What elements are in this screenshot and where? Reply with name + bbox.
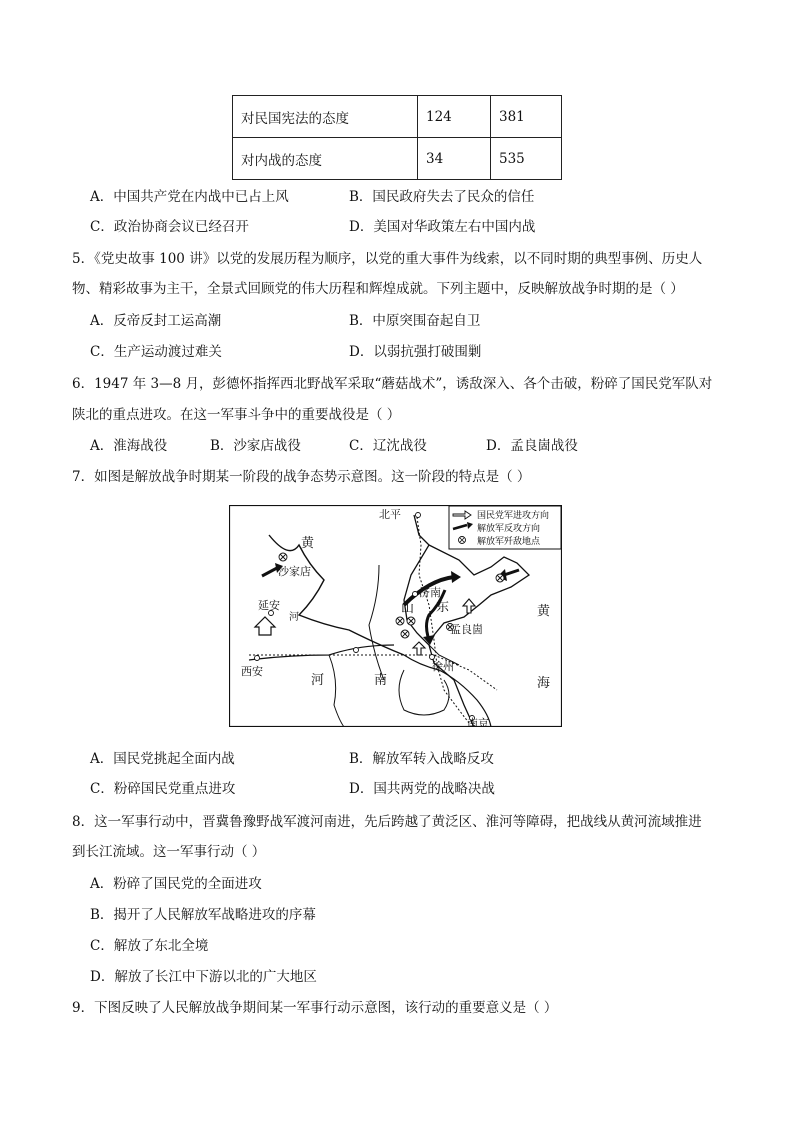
q6-option-d[interactable]: D．孟良崮战役	[486, 438, 578, 454]
q4-option-d[interactable]: D．美国对华政策左右中国内战	[349, 219, 536, 235]
region-label: 黄	[301, 536, 315, 551]
q8-stem-line1: 8．这一军事行动中，晋冀鲁豫野战军渡河南进，先后跨越了黄泛区、淮河等障碍，把战线从黄河流域推进	[72, 814, 702, 830]
q5-option-a[interactable]: A．反帝反封工运高潮	[90, 313, 222, 329]
table-cell: 对民国宪法的态度	[233, 96, 418, 138]
legend-label: 解放军歼敌地点	[477, 537, 541, 547]
q8-option-b[interactable]: B．揭开了人民解放军战略进攻的序幕	[90, 907, 316, 923]
q8-option-d[interactable]: D．解放了长江中下游以北的广大地区	[90, 969, 317, 985]
war-situation-map	[229, 505, 562, 727]
table-cell: 34	[418, 138, 491, 180]
q9-stem: 9．下图反映了人民解放战争期间某一军事行动示意图，该行动的重要意义是（ ）	[72, 1000, 558, 1016]
q5-option-d[interactable]: D．以弱抗强打破围剿	[349, 344, 482, 360]
table-cell: 对内战的态度	[233, 138, 418, 180]
q4-option-c[interactable]: C．政治协商会议已经召开	[90, 219, 249, 235]
place-label: 徐州	[432, 660, 454, 673]
place-label: 北平	[379, 508, 401, 521]
region-label: 海	[537, 676, 551, 691]
table-cell: 535	[491, 138, 562, 180]
q7-option-c[interactable]: C．粉碎国民党重点进攻	[90, 781, 236, 797]
place-label: 济南	[419, 586, 441, 599]
q6-option-a[interactable]: A．淮海战役	[90, 438, 168, 454]
place-label: 沙家店	[278, 565, 311, 578]
survey-table	[232, 95, 562, 180]
q5-stem-line2: 物、精彩故事为主干，全景式回顾党的伟大历程和辉煌成就。下列主题中，反映解放战争时期的是（ ）	[72, 281, 684, 297]
q4-option-b[interactable]: B．国民政府失去了民众的信任	[349, 189, 535, 205]
region-label: 河	[311, 673, 325, 688]
q7-option-d[interactable]: D．国共两党的战略决战	[349, 781, 495, 797]
q5-stem-line1: 5．《党史故事 100 讲》以党的发展历程为顺序，以党的重大事件为线索，以不同时期的典型事例、历史人	[72, 251, 703, 267]
legend-label: 解放军反攻方向	[477, 524, 541, 534]
q8-stem-line2: 到长江流域。这一军事行动（ ）	[72, 844, 266, 860]
table-row	[233, 138, 562, 180]
q6-stem-line2: 陕北的重点进攻。在这一军事斗争中的重要战役是（ ）	[72, 407, 401, 423]
q7-option-a[interactable]: A．国民党挑起全面内战	[90, 751, 235, 767]
region-label: 南	[374, 673, 388, 688]
q7-option-b[interactable]: B．解放军转入战略反攻	[349, 751, 494, 767]
q4-option-a[interactable]: A．中国共产党在内战中已占上风	[90, 189, 289, 205]
region-label: 河	[289, 612, 299, 623]
q5-option-c[interactable]: C．生产运动渡过难关	[90, 344, 222, 360]
q6-stem-line1: 6．1947 年 3—8 月，彭德怀指挥西北野战军采取“蘑菇战术”，诱敌深入、各个击破，粉碎了国民党军队对	[72, 376, 713, 392]
q8-option-c[interactable]: C．解放了东北全境	[90, 938, 209, 954]
q6-option-b[interactable]: B．沙家店战役	[210, 438, 301, 454]
place-label: 延安	[258, 599, 280, 612]
q7-stem: 7．如图是解放战争时期某一阶段的战争态势示意图。这一阶段的特点是（ ）	[72, 469, 531, 485]
table-cell: 124	[418, 96, 491, 138]
table-cell: 381	[491, 96, 562, 138]
place-label: 西安	[241, 665, 263, 678]
place-label: 南京	[467, 717, 489, 727]
region-label: 黄	[537, 604, 551, 619]
q5-option-b[interactable]: B．中原突围奋起自卫	[349, 313, 481, 329]
place-label: 孟良崮	[450, 623, 483, 636]
q8-option-a[interactable]: A．粉碎了国民党的全面进攻	[90, 876, 262, 892]
q6-option-c[interactable]: C．辽沈战役	[349, 438, 427, 454]
region-label: 山	[401, 601, 415, 616]
table-row	[233, 96, 562, 138]
legend-label: 国民党军进攻方向	[477, 511, 550, 521]
region-label: 东	[436, 600, 450, 615]
